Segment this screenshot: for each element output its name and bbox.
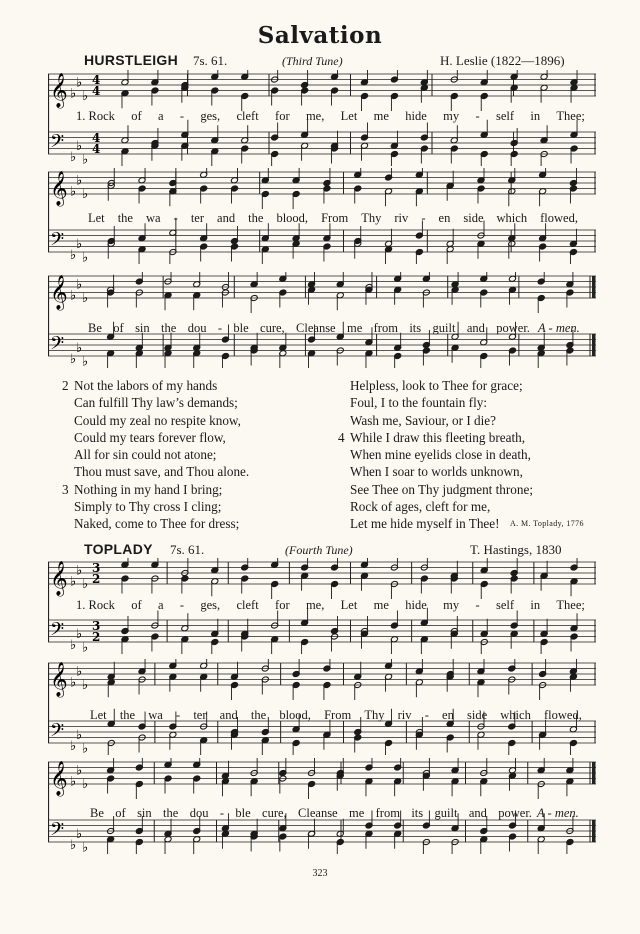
lyric-syllable: riv [397,708,412,722]
flat-icon: ♭ [82,152,89,166]
flat-icon: ♭ [76,826,83,842]
lyric-syllable: sin [137,806,152,820]
lyric-syllable: guilt [434,806,458,820]
lyric-syllable: - [421,211,426,225]
flat-icon: ♭ [76,236,83,252]
lyric-syllable: side [463,211,484,225]
flat-icon: ♭ [76,664,83,680]
flat-icon: ♭ [82,840,89,854]
lyric-syllable: of [131,109,142,123]
lyric-syllable: which [496,211,528,225]
flat-icon: ♭ [70,149,77,165]
verse-line: 2 Not the labors of my hands [62,378,218,393]
lyric-syllable: from [373,321,398,335]
flat-icon: ♭ [76,75,83,91]
lyric-syllable: which [500,708,531,722]
lyric-syllable: the [163,806,179,820]
time-signature-numerator: 4 [92,131,101,145]
lyric-syllable: cure, [260,321,285,335]
lyric-syllable: Let [340,598,358,612]
flat-icon: ♭ [82,777,89,792]
lyric-syllable: Thee; [556,598,585,612]
verse-line: 3 Nothing in my hand I bring; [62,481,223,497]
lyric-syllable: the [119,708,136,722]
flat-icon: ♭ [82,678,89,693]
lyric-syllable: - [173,211,178,225]
flat-icon: ♭ [76,626,83,642]
lyric-syllable: self [495,598,515,612]
lyric-syllable: the [248,211,264,225]
verse-attribution: A. M. Toplady, 1776 [510,519,584,528]
lyric-syllable: - [219,806,224,820]
verse-line: Wash me, Saviour, or I die? [350,412,496,428]
flat-icon: ♭ [82,250,89,264]
lyric-syllable: power. [496,321,530,335]
lyric-syllable: - [179,598,185,612]
lyric-syllable: blood, [276,211,309,225]
hymn2-system-2 [48,659,596,755]
lyric-syllable: me, [305,109,325,123]
lyric-syllable: Be [88,321,102,335]
lyric-syllable: From [324,708,352,722]
lyric-syllable: ges, [200,598,221,612]
hymn2-tune-note: (Fourth Tune) [285,543,353,557]
lyric-syllable: Thy [364,708,385,722]
flat-icon: ♭ [70,637,77,653]
lyric-syllable: for [275,109,290,123]
lyric-syllable: of [113,321,124,335]
lyric-syllable: cure, [262,806,287,820]
lyric-syllable: me [373,598,389,612]
lyric-syllable: power. [498,806,532,820]
lyric-syllable: a [157,109,164,123]
lyric-syllable: flowed, [544,708,582,722]
flat-icon: ♭ [70,675,77,691]
lyric-syllable: in [530,109,541,123]
page-number: 323 [312,868,328,879]
lyric-syllable: ble [233,321,249,335]
final-bar-line [592,276,596,298]
hymn2-lyric-line-3 [90,806,532,821]
time-signature-denominator: 2 [92,572,101,586]
verse-line: Naked, come to Thee for dress; [74,516,240,532]
hymn1-lyric-line-2 [88,211,578,226]
lyric-syllable: the [117,211,133,225]
flat-icon: ♭ [70,774,77,790]
flat-icon: ♭ [82,187,89,202]
flat-icon: ♭ [76,727,83,743]
flat-icon: ♭ [70,247,77,263]
verse-line: Thou must save, and Thou alone. [74,464,250,480]
treble-clef-icon: 𝄞 [50,561,68,596]
lyric-syllable: Let [90,708,107,722]
lyric-syllable: for [275,598,290,612]
lyric-syllable: me [373,109,389,123]
flat-icon: ♭ [82,741,89,755]
verse-line: Could my tears forever flow, [74,429,226,445]
lyric-syllable: its [409,321,422,335]
flat-icon: ♭ [70,574,77,590]
lyric-syllable: 1. Rock [76,109,115,123]
flat-icon: ♭ [82,640,89,654]
bass-clef-icon: 𝄢 [50,333,65,359]
hymn1-system-3 [48,272,596,368]
hymn2-lyric-line-1 [76,598,585,613]
hymn1-header [84,52,178,70]
lyric-syllable: and [217,211,236,225]
lyric-syllable: its [411,806,424,820]
hymn1-tune-name: HURSTLEIGH [84,52,178,68]
lyric-syllable: cleft [236,109,259,123]
lyric-syllable: cleft [236,598,259,612]
hymn2-composer: T. Hastings, 1830 [470,542,562,557]
lyric-syllable: Thy [361,211,382,225]
lyric-syllable: wa [148,708,163,722]
flat-icon: ♭ [70,288,77,304]
verse-line: Can fulfill Thy law’s demands; [74,395,238,411]
verse-line: Could my zeal no respite know, [74,412,241,428]
lyric-syllable: and [468,806,487,820]
lyric-syllable: - [424,708,429,722]
verses-right-column [338,377,533,533]
flat-icon: ♭ [82,89,89,104]
lyric-syllable: From [321,211,349,225]
time-signature-numerator: 3 [92,561,101,575]
time-signature-numerator: 4 [92,73,101,87]
lyric-syllable: ble [235,806,251,820]
hymn2-lyric-line-2 [90,708,582,723]
verse-line: Simply to Thy cross I cling; [74,499,222,515]
lyric-syllable: en [442,708,454,722]
lyric-syllable: my [443,109,460,123]
flat-icon: ♭ [70,351,77,367]
bass-clef-icon: 𝄢 [50,619,65,645]
lyric-syllable: Cleanse [298,806,338,820]
hymn2-tune-name: TOPLADY [84,541,153,557]
hymn2-header [84,541,153,559]
lyric-syllable: - [176,708,181,722]
hymn1-meter: 7s. 61. [193,53,228,68]
section-title: Salvation [257,22,383,49]
lyric-syllable: sin [135,321,150,335]
hymn2-meter: 7s. 61. [170,542,205,557]
treble-clef-icon: 𝄞 [50,275,68,310]
flat-icon: ♭ [70,86,77,102]
lyric-syllable: from [375,806,400,820]
treble-clef-icon: 𝄞 [50,662,68,697]
lyric-syllable: ges, [200,109,221,123]
lyric-syllable: 1. Rock [76,598,115,612]
verse-line: Let me hide myself in Thee! [350,516,500,532]
bass-clef-icon: 𝄢 [50,131,65,157]
lyric-syllable: of [131,598,142,612]
verse-line: Helpless, look to Thee for grace; [350,378,523,393]
hymn1-lyric-line-3 [88,321,530,336]
bass-clef-icon: 𝄢 [50,229,65,255]
lyric-syllable: blood, [279,708,311,722]
hymn1-composer: H. Leslie (1822—1896) [440,53,565,68]
lyric-syllable: wa [146,211,161,225]
final-bar-line [592,820,596,842]
lyric-syllable: - [217,321,222,335]
flat-icon: ♭ [82,577,89,592]
verses-left-column [62,377,249,533]
treble-clef-icon: 𝄞 [50,761,68,796]
lyric-syllable: dou [187,321,207,335]
flat-icon: ♭ [76,340,83,356]
lyric-syllable: hide [405,109,427,123]
lyric-syllable: of [115,806,126,820]
flat-icon: ♭ [76,277,83,293]
lyric-syllable: Be [90,806,104,820]
verse-line: Rock of ages, cleft for me, [350,499,491,515]
flat-icon: ♭ [76,173,83,189]
lyric-syllable: - [475,598,480,612]
lyric-syllable: flowed, [540,211,578,225]
final-bar-line [592,762,596,784]
lyric-syllable: a [157,598,164,612]
flat-icon: ♭ [70,837,77,853]
lyric-syllable: me [346,321,363,335]
lyric-syllable: - [179,109,185,123]
lyric-syllable: in [530,598,541,612]
lyric-syllable: me [348,806,365,820]
hymn1-tune-note: (Third Tune) [282,54,343,68]
lyric-syllable: Let [340,109,358,123]
lyric-syllable: ter [190,211,205,225]
time-signature-denominator: 4 [92,84,101,98]
flat-icon: ♭ [76,763,83,779]
flat-icon: ♭ [70,184,77,200]
hymn1-lyric-line-1 [76,109,585,124]
flat-icon: ♭ [76,563,83,579]
bass-clef-icon: 𝄢 [50,720,65,746]
lyric-syllable: and [219,708,238,722]
treble-clef-icon: 𝄞 [50,171,68,206]
verse-line: When mine eyelids close in death, [350,447,531,463]
lyric-syllable: ter [193,708,207,722]
lyric-syllable: side [466,708,488,722]
verse-line: All for sin could not atone; [74,447,217,463]
hymn1-amen: A - men. [538,321,580,335]
flat-icon: ♭ [76,138,83,154]
lyric-syllable: Cleanse [296,321,336,335]
lyric-syllable: en [438,211,451,225]
lyric-syllable: my [443,598,460,612]
flat-icon: ♭ [70,738,77,754]
lyric-syllable: Let [88,211,105,225]
lyric-syllable: and [466,321,485,335]
lyric-syllable: riv [394,211,409,225]
verse-line: When I soar to worlds unknown, [350,464,523,480]
lyric-syllable: guilt [432,321,456,335]
verse-line: 4 While I draw this fleeting breath, [338,429,526,445]
lyric-syllable: self [495,109,515,123]
flat-icon: ♭ [82,354,89,368]
lyric-syllable: the [250,708,267,722]
bass-clef-icon: 𝄢 [50,819,65,845]
lyric-syllable: dou [189,806,209,820]
lyric-syllable: the [161,321,177,335]
treble-clef-icon: 𝄞 [50,73,68,108]
time-signature-denominator: 2 [92,630,101,644]
verse-line: Foul, I to the fountain fly: [350,395,487,411]
hymn2-amen: A - men. [537,806,579,820]
final-bar-line [592,334,596,356]
hymn2-staff-2 [48,659,596,755]
hymn1-staff-3 [48,272,596,368]
time-signature-denominator: 4 [92,142,101,156]
lyric-syllable: - [475,109,480,123]
flat-icon: ♭ [82,291,89,306]
verse-line: See Thee on Thy judgment throne; [350,481,534,497]
time-signature-numerator: 3 [92,619,101,633]
lyric-syllable: me, [305,598,325,612]
lyric-syllable: hide [405,598,427,612]
lyric-syllable: Thee; [556,109,585,123]
